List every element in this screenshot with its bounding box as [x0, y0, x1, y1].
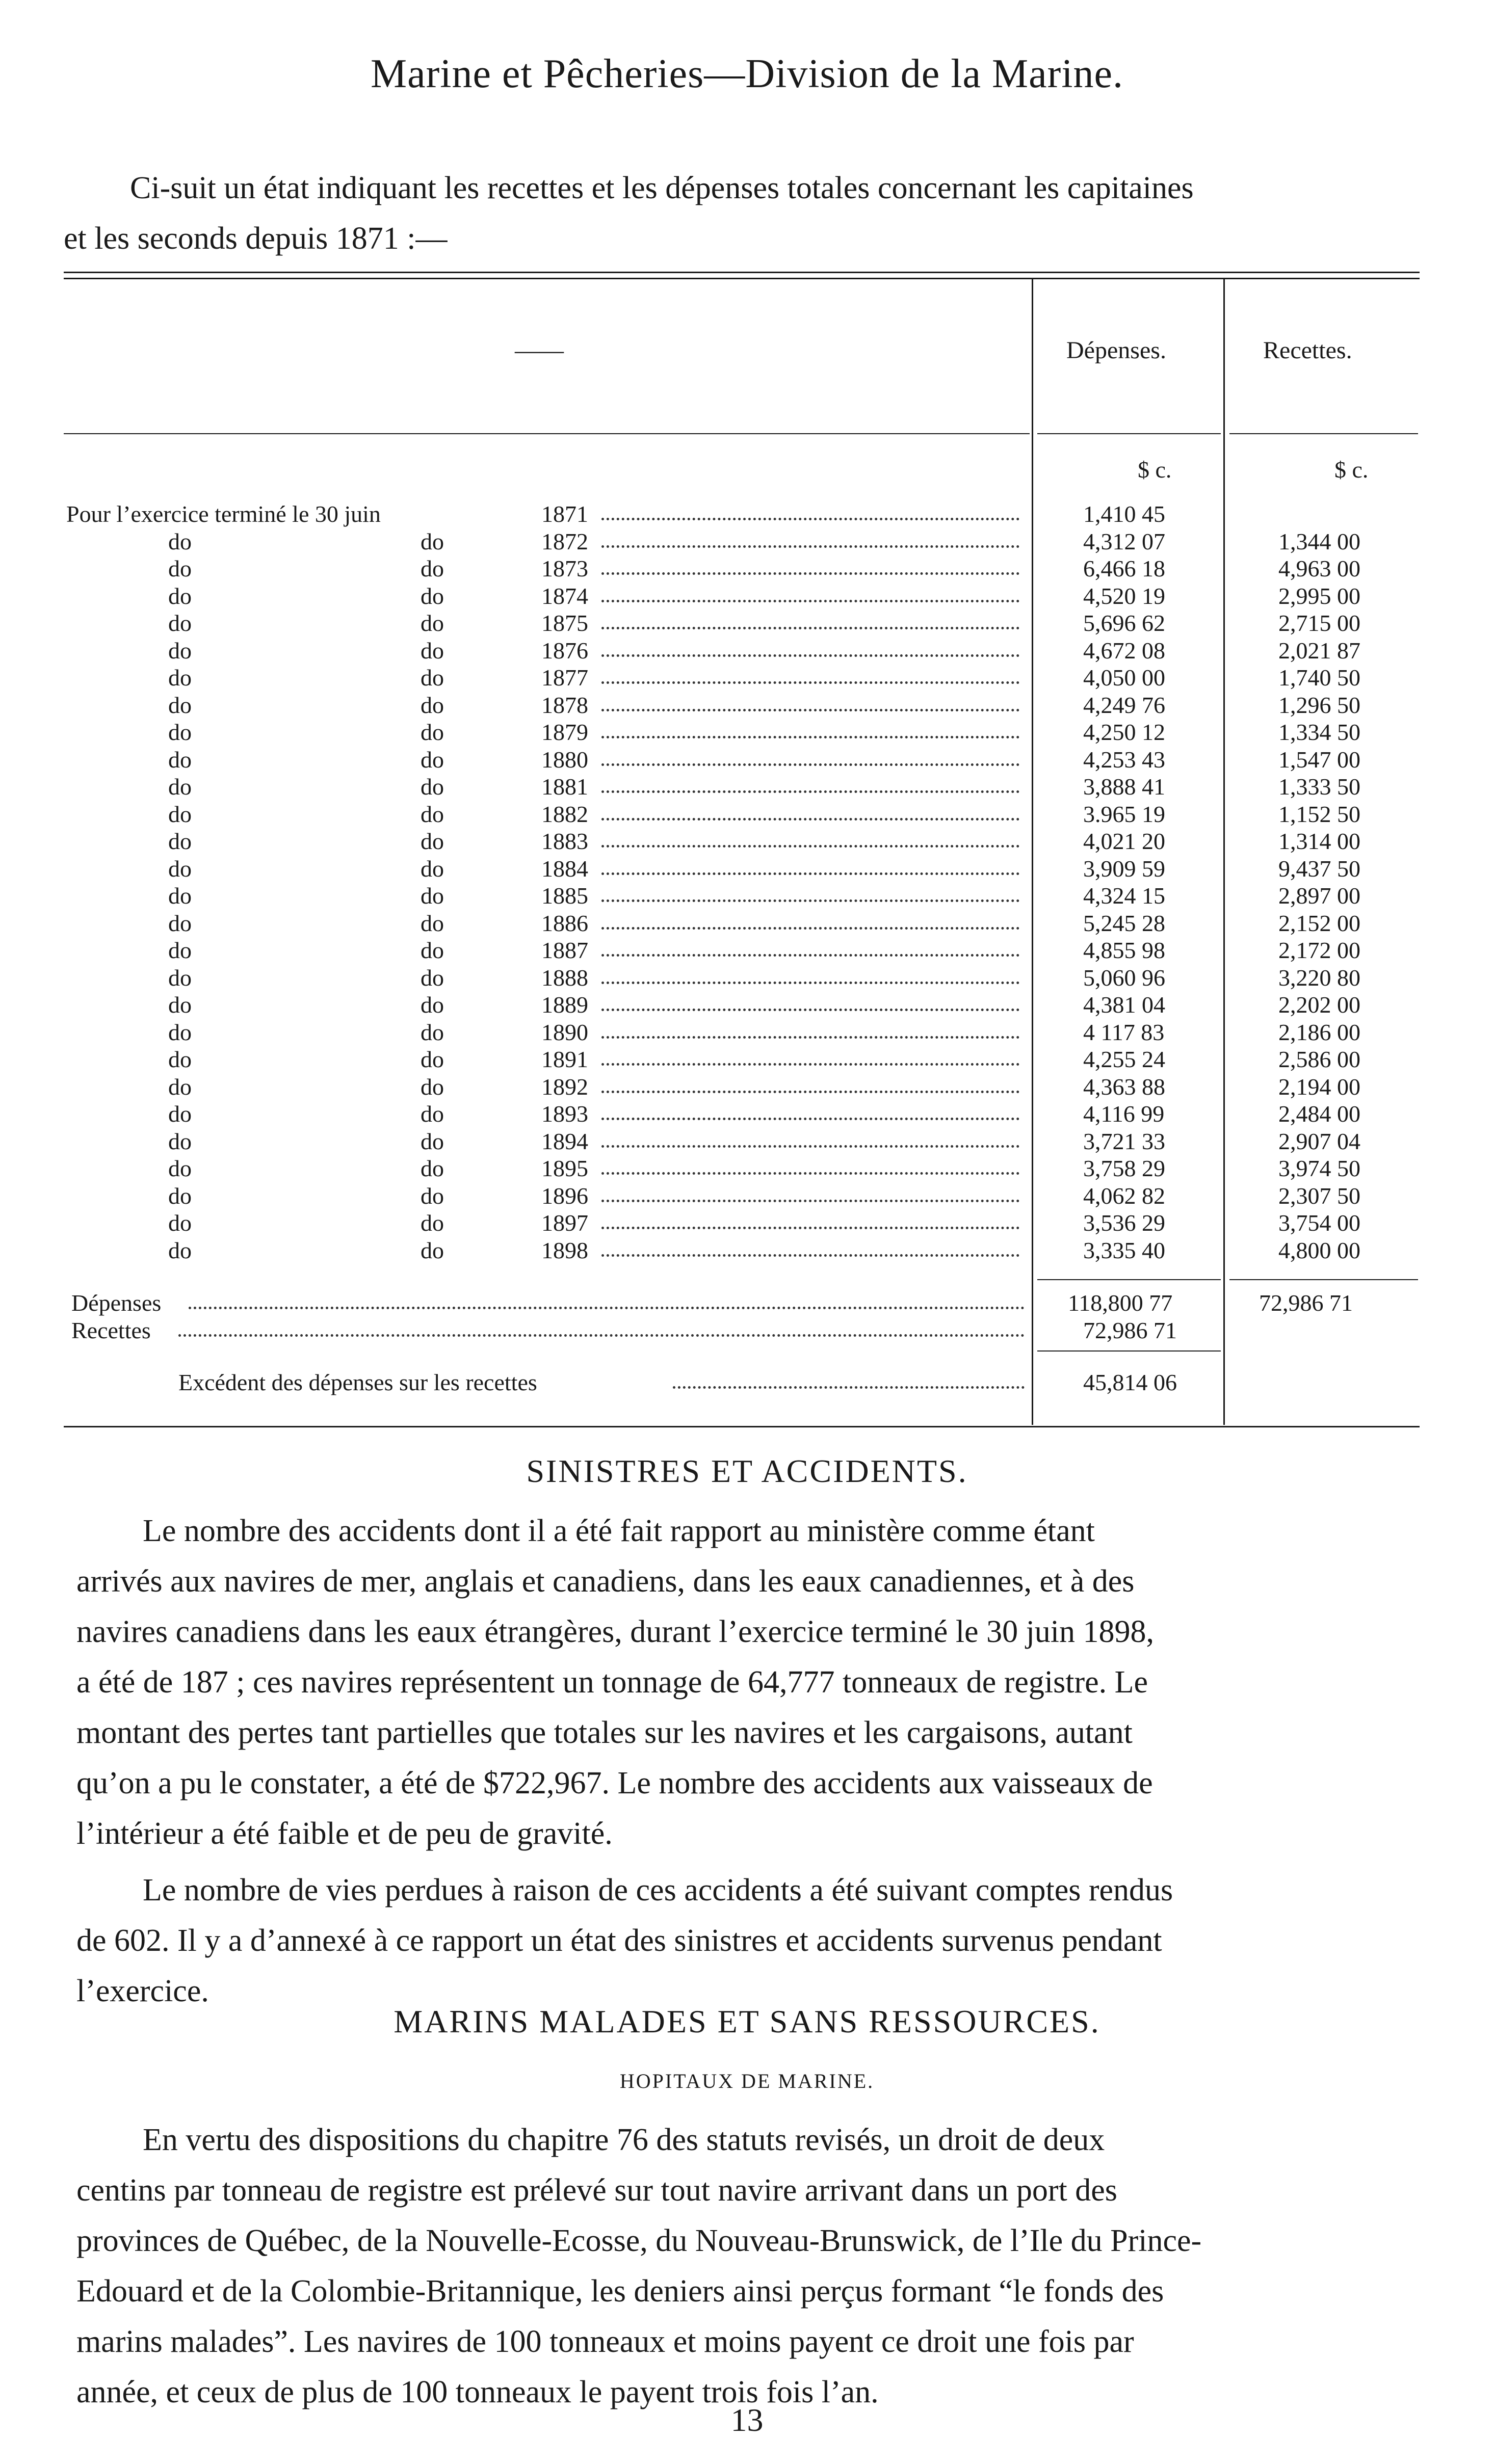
recettes-header: Recettes.: [1263, 337, 1352, 364]
row-ditto: do: [168, 528, 192, 554]
table-row: [0, 1046, 1494, 1073]
row-recettes: 2,484 00: [1278, 1101, 1360, 1127]
row-depenses: 4,253 43: [1083, 747, 1165, 773]
row-year: 1893: [541, 1101, 588, 1127]
leader-dots: [601, 1091, 1019, 1093]
row-depenses: 5,696 62: [1083, 610, 1165, 636]
leader-dots: [601, 818, 1019, 820]
row-ditto: do: [168, 583, 192, 609]
sinistres-paragraph-1: [76, 1506, 1427, 1859]
recettes-units: $ c.: [1334, 457, 1369, 483]
row-year: 1892: [541, 1074, 588, 1100]
header-rule: [1037, 433, 1221, 434]
row-recettes: 1,344 00: [1278, 528, 1360, 554]
totals-rule: [1229, 1279, 1418, 1280]
table-bottom-rule: [64, 1426, 1420, 1427]
row-ditto: do: [168, 992, 192, 1018]
row-ditto: do: [421, 1074, 444, 1100]
header-rule: [64, 433, 1030, 434]
row-recettes: 1,547 00: [1278, 747, 1360, 773]
row-ditto: do: [168, 1155, 192, 1181]
row-ditto: do: [421, 828, 444, 854]
table-row: [0, 1155, 1494, 1182]
row-depenses: 4,855 98: [1083, 937, 1165, 963]
row-year: 1881: [541, 774, 588, 800]
row-ditto: do: [421, 1210, 444, 1236]
row-depenses: 3,909 59: [1083, 856, 1165, 882]
row-depenses: 6,466 18: [1083, 555, 1165, 581]
leader-dots: [601, 654, 1019, 657]
page-number: 13: [730, 2402, 764, 2438]
row-depenses: 5,060 96: [1083, 965, 1165, 991]
row-year: 1876: [541, 638, 588, 664]
leader-dots: [601, 627, 1019, 629]
table-row: [0, 937, 1494, 964]
leader-dots: [601, 1172, 1019, 1175]
row-ditto: do: [168, 856, 192, 882]
table-row: [0, 582, 1494, 610]
row-ditto: do: [168, 747, 192, 773]
row-ditto: do: [421, 965, 444, 991]
excedent-dep: 45,814 06: [1083, 1369, 1177, 1395]
table-row: [0, 692, 1494, 719]
hopitaux-subheading: HOPITAUX DE MARINE.: [619, 2070, 875, 2092]
leader-dots: [189, 1307, 1025, 1309]
totals-depenses-rec: 72,986 71: [1259, 1290, 1353, 1316]
row-ditto: do: [421, 1155, 444, 1181]
para-line: qu’on a pu le constater, a été de $722,967. Le nombre des accidents aux vaisseaux de: [76, 1766, 1153, 1800]
table-row: [0, 1237, 1494, 1264]
row-year: 1871: [541, 501, 588, 527]
marins-paragraph: [76, 2115, 1427, 2418]
excedent-label: Excédent des dépenses sur les recettes: [178, 1369, 537, 1395]
row-ditto: do: [421, 856, 444, 882]
para-line: centins par tonneau de registre est prélevé sur tout navire arrivant dans un port des: [76, 2173, 1117, 2208]
table-row: [0, 1019, 1494, 1046]
table-row: [0, 610, 1494, 637]
row-recettes: 9,437 50: [1278, 856, 1360, 882]
row-year: 1896: [541, 1183, 588, 1209]
row-recettes: 3,754 00: [1278, 1210, 1360, 1236]
row-recettes: 2,194 00: [1278, 1074, 1360, 1100]
row-year: 1879: [541, 719, 588, 745]
table-row: [0, 964, 1494, 992]
row-depenses: 4,312 07: [1083, 528, 1165, 554]
table-row: [0, 637, 1494, 665]
table-row: [0, 1209, 1494, 1237]
row-year: 1895: [541, 1155, 588, 1181]
leader-dots: [601, 1254, 1019, 1257]
totals-rule: [1037, 1279, 1221, 1280]
row-recettes: 2,586 00: [1278, 1046, 1360, 1072]
row-year: 1898: [541, 1237, 588, 1263]
table-row: [0, 500, 1494, 528]
table-row: [0, 1182, 1494, 1210]
page-title: Marine et Pêcheries—Division de la Marine.: [370, 51, 1124, 96]
row-depenses: 4,255 24: [1083, 1046, 1165, 1072]
row-depenses: 4 117 83: [1083, 1019, 1165, 1045]
leader-dots: [178, 1334, 1025, 1337]
row-depenses: 4,062 82: [1083, 1183, 1165, 1209]
row-year: 1887: [541, 937, 588, 963]
row-ditto: do: [421, 1046, 444, 1072]
row-recettes: 2,152 00: [1278, 910, 1360, 936]
table-row: [0, 801, 1494, 828]
row-ditto: do: [421, 774, 444, 800]
row-ditto: do: [168, 965, 192, 991]
row-depenses: 3,758 29: [1083, 1155, 1165, 1181]
sinistres-heading: SINISTRES ET ACCIDENTS.: [526, 1453, 968, 1489]
row-ditto: do: [421, 883, 444, 909]
row-year: 1886: [541, 910, 588, 936]
totals-rule: [1037, 1350, 1221, 1352]
row-depenses: 3,536 29: [1083, 1210, 1165, 1236]
row-ditto: do: [168, 910, 192, 936]
depenses-header: Dépenses.: [1066, 337, 1166, 364]
row-year: 1897: [541, 1210, 588, 1236]
row-ditto: do: [421, 801, 444, 827]
row-ditto: do: [168, 1237, 192, 1263]
leader-dots: [601, 600, 1019, 602]
row-recettes: 1,740 50: [1278, 665, 1360, 691]
row-recettes: 1,334 50: [1278, 719, 1360, 745]
row-depenses: 4,324 15: [1083, 883, 1165, 909]
row-year: 1883: [541, 828, 588, 854]
para-line: marins malades”. Les navires de 100 tonneaux et moins payent ce droit une fois par: [76, 2324, 1134, 2359]
row-recettes: 2,172 00: [1278, 937, 1360, 963]
totals-depenses-row: [0, 1289, 1494, 1317]
row-ditto: do: [168, 1101, 192, 1127]
row-ditto: do: [168, 555, 192, 581]
row-ditto: do: [421, 555, 444, 581]
row-depenses: 3,335 40: [1083, 1237, 1165, 1263]
table-top-rule: [64, 278, 1420, 279]
row-recettes: 2,897 00: [1278, 883, 1360, 909]
row-ditto: do: [168, 774, 192, 800]
header-rule: [1229, 433, 1418, 434]
leader-dots: [601, 709, 1019, 711]
row-ditto: do: [168, 1128, 192, 1154]
row-recettes: 1,333 50: [1278, 774, 1360, 800]
row-recettes: 2,021 87: [1278, 638, 1360, 664]
row-depenses: 5,245 28: [1083, 910, 1165, 936]
table-row: [0, 910, 1494, 937]
leader-dots: [601, 545, 1019, 548]
row-recettes: 2,715 00: [1278, 610, 1360, 636]
row-ditto: do: [421, 1128, 444, 1154]
leader-dots: [601, 899, 1019, 902]
leader-dots: [601, 1063, 1019, 1066]
row-ditto: do: [421, 910, 444, 936]
para-line: arrivés aux navires de mer, anglais et canadiens, dans les eaux canadiennes, et à des: [76, 1564, 1135, 1599]
row-depenses: 1,410 45: [1083, 501, 1165, 527]
row-ditto: do: [421, 747, 444, 773]
row-year: 1877: [541, 665, 588, 691]
row-depenses: 4,250 12: [1083, 719, 1165, 745]
para-line: montant des pertes tant partielles que totales sur les navires et les cargaisons, autant: [76, 1715, 1133, 1750]
row-ditto: do: [168, 883, 192, 909]
row-ditto: do: [421, 719, 444, 745]
totals-depenses-dep: 118,800 77: [1068, 1290, 1173, 1316]
row-year: 1890: [541, 1019, 588, 1045]
row-ditto: do: [168, 610, 192, 636]
row-recettes: 1,296 50: [1278, 692, 1360, 718]
row-ditto: do: [168, 692, 192, 718]
para-line: navires canadiens dans les eaux étrangères, durant l’exercice terminé le 30 juin 1898,: [76, 1614, 1155, 1649]
leader-dots: [601, 736, 1019, 738]
row-depenses: 4,520 19: [1083, 583, 1165, 609]
row-period-label: Pour l’exercice terminé le 30 juin: [66, 501, 381, 527]
table-row: [0, 1100, 1494, 1128]
table-row: [0, 528, 1494, 555]
row-year: 1882: [541, 801, 588, 827]
totals-depenses-label: Dépenses: [71, 1290, 162, 1316]
intro-paragraph: [64, 163, 1425, 264]
row-ditto: do: [168, 801, 192, 827]
row-depenses: 4,050 00: [1083, 665, 1165, 691]
row-depenses: 4,116 99: [1083, 1101, 1165, 1127]
leader-dots: [601, 572, 1019, 575]
row-ditto: do: [421, 992, 444, 1018]
para-line: provinces de Québec, de la Nouvelle-Ecosse, du Nouveau-Brunswick, de l’Ile du Prince-: [76, 2223, 1202, 2258]
row-depenses: 3.965 19: [1083, 801, 1165, 827]
table-row: [0, 555, 1494, 582]
sinistres-paragraph-2: [76, 1865, 1427, 2017]
row-year: 1874: [541, 583, 588, 609]
totals-recettes-dep: 72,986 71: [1083, 1317, 1177, 1343]
row-ditto: do: [421, 1237, 444, 1263]
row-ditto: do: [421, 583, 444, 609]
leader-dots: [601, 1227, 1019, 1229]
para-line: Le nombre de vies perdues à raison de ces accidents a été suivant comptes rendus: [143, 1873, 1173, 1907]
desc-header: ——: [515, 337, 564, 364]
row-ditto: do: [421, 610, 444, 636]
row-recettes: 2,307 50: [1278, 1183, 1360, 1209]
row-ditto: do: [421, 665, 444, 691]
table-row: [0, 746, 1494, 774]
table-row: [0, 991, 1494, 1019]
excedent-row: [0, 1369, 1494, 1396]
row-ditto: do: [421, 937, 444, 963]
row-ditto: do: [168, 1183, 192, 1209]
row-depenses: 3,721 33: [1083, 1128, 1165, 1154]
table-row: [0, 828, 1494, 855]
row-ditto: do: [168, 1210, 192, 1236]
leader-dots: [601, 1118, 1019, 1120]
leader-dots: [601, 1200, 1019, 1202]
para-line: de 602. Il y a d’annexé à ce rapport un état des sinistres et accidents survenus pendant: [76, 1923, 1162, 1958]
row-ditto: do: [421, 528, 444, 554]
row-year: 1889: [541, 992, 588, 1018]
table-row: [0, 664, 1494, 692]
para-line: l’intérieur a été faible et de peu de gravité.: [76, 1816, 613, 1851]
table-row: [0, 855, 1494, 883]
row-ditto: do: [168, 1046, 192, 1072]
row-ditto: do: [168, 638, 192, 664]
row-depenses: 3,888 41: [1083, 774, 1165, 800]
row-recettes: 3,974 50: [1278, 1155, 1360, 1181]
leader-dots: [601, 1036, 1019, 1039]
table-row: [0, 1128, 1494, 1155]
row-ditto: do: [421, 638, 444, 664]
row-recettes: 1,152 50: [1278, 801, 1360, 827]
row-ditto: do: [168, 719, 192, 745]
para-line: année, et ceux de plus de 100 tonneaux le payent trois fois l’an.: [76, 2375, 879, 2409]
row-year: 1872: [541, 528, 588, 554]
intro-line: Ci-suit un état indiquant les recettes et les dépenses totales concernant les capitaines: [130, 171, 1194, 205]
leader-dots: [601, 845, 1019, 847]
row-ditto: do: [168, 828, 192, 854]
row-ditto: do: [168, 665, 192, 691]
row-recettes: 2,186 00: [1278, 1019, 1360, 1045]
row-year: 1884: [541, 856, 588, 882]
row-recettes: 2,202 00: [1278, 992, 1360, 1018]
row-year: 1885: [541, 883, 588, 909]
table-row: [0, 882, 1494, 910]
row-ditto: do: [168, 1019, 192, 1045]
para-line: a été de 187 ; ces navires représentent un tonnage de 64,777 tonneaux de registre. Le: [76, 1665, 1148, 1700]
leader-dots: [601, 1145, 1019, 1148]
intro-line: et les seconds depuis 1871 :—: [64, 221, 448, 256]
para-line: l’exercice.: [76, 1974, 209, 2008]
leader-dots: [601, 518, 1019, 520]
row-ditto: do: [421, 1019, 444, 1045]
leader-dots: [601, 982, 1019, 984]
row-depenses: 4,249 76: [1083, 692, 1165, 718]
row-depenses: 4,021 20: [1083, 828, 1165, 854]
para-line: Le nombre des accidents dont il a été fait rapport au ministère comme étant: [143, 1514, 1095, 1548]
row-ditto: do: [421, 692, 444, 718]
row-recettes: 4,800 00: [1278, 1237, 1360, 1263]
row-year: 1873: [541, 555, 588, 581]
totals-recettes-row: [0, 1317, 1494, 1344]
table-row: [0, 1073, 1494, 1101]
row-recettes: 4,963 00: [1278, 555, 1360, 581]
table-row: [0, 719, 1494, 746]
row-depenses: 4,672 08: [1083, 638, 1165, 664]
row-year: 1894: [541, 1128, 588, 1154]
row-depenses: 4,381 04: [1083, 992, 1165, 1018]
row-year: 1891: [541, 1046, 588, 1072]
leader-dots: [601, 763, 1019, 766]
marins-heading: MARINS MALADES ET SANS RESSOURCES.: [394, 2003, 1100, 2039]
leader-dots: [601, 927, 1019, 930]
table-top-rule: [64, 272, 1420, 273]
leader-dots: [601, 872, 1019, 875]
row-year: 1878: [541, 692, 588, 718]
row-ditto: do: [421, 1183, 444, 1209]
row-recettes: 3,220 80: [1278, 965, 1360, 991]
para-line: En vertu des dispositions du chapitre 76 des statuts revisés, un droit de deux: [143, 2123, 1105, 2157]
para-line: Edouard et de la Colombie-Britannique, les deniers ainsi perçus formant “le fonds des: [76, 2274, 1164, 2309]
row-ditto: do: [168, 1074, 192, 1100]
row-year: 1875: [541, 610, 588, 636]
row-recettes: 2,995 00: [1278, 583, 1360, 609]
depenses-units: $ c.: [1138, 457, 1172, 483]
leader-dots: [601, 1009, 1019, 1011]
leader-dots: [673, 1386, 1025, 1389]
row-recettes: 2,907 04: [1278, 1128, 1360, 1154]
row-ditto: do: [168, 937, 192, 963]
leader-dots: [601, 790, 1019, 793]
row-ditto: do: [421, 1101, 444, 1127]
leader-dots: [601, 954, 1019, 957]
row-depenses: 4,363 88: [1083, 1074, 1165, 1100]
totals-recettes-label: Recettes: [71, 1317, 151, 1343]
row-year: 1888: [541, 965, 588, 991]
leader-dots: [601, 681, 1019, 684]
table-row: [0, 773, 1494, 801]
row-recettes: 1,314 00: [1278, 828, 1360, 854]
row-year: 1880: [541, 747, 588, 773]
